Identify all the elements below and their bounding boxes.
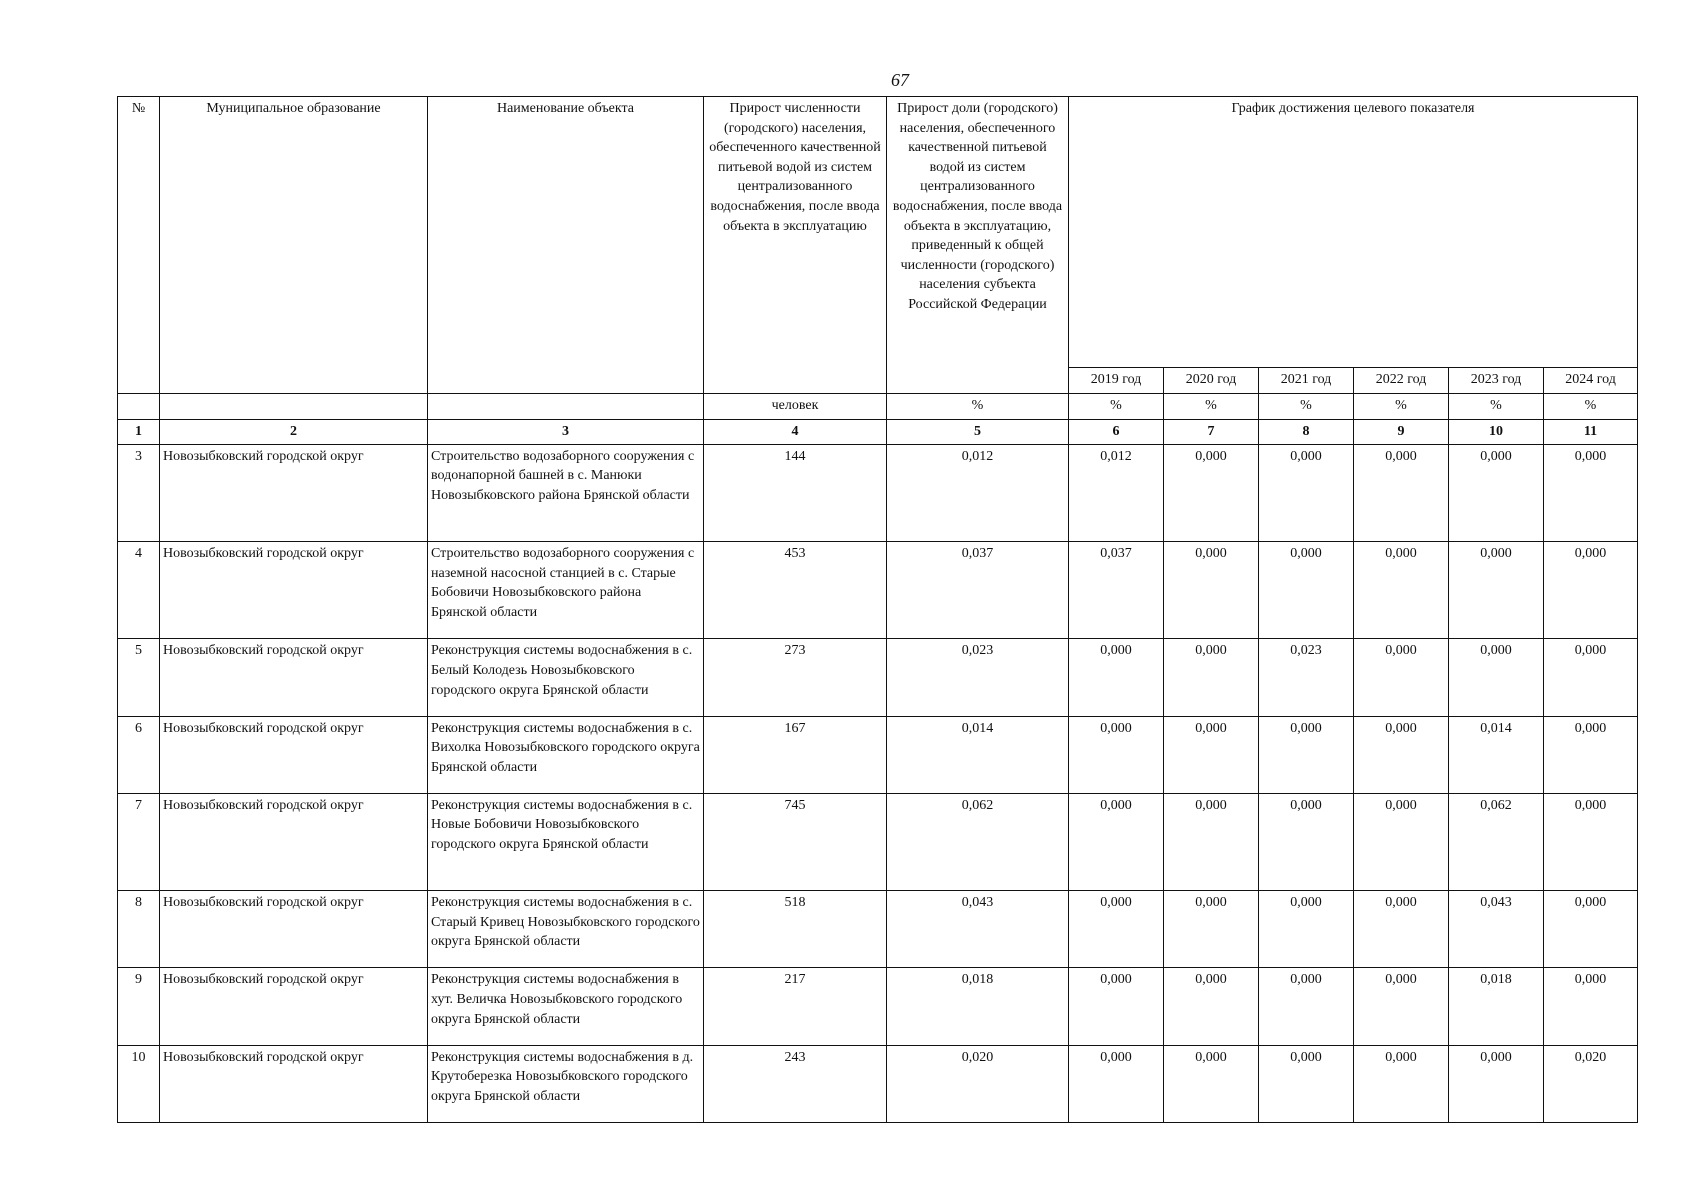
row-object: Реконструкция системы водоснабжения в д. Крутоберезка Новозыбковского городского округа Брянской области: [428, 1045, 704, 1122]
row-people: 453: [704, 542, 887, 639]
row-municipality: Новозыбковский городской округ: [160, 968, 428, 1045]
row-year-value: 0,000: [1354, 968, 1449, 1045]
column-number: 10: [1449, 420, 1544, 445]
column-number: 6: [1069, 420, 1164, 445]
row-year-value: 0,000: [1544, 444, 1638, 541]
unit-percent: %: [1544, 393, 1638, 419]
indicator-table: [117, 96, 1638, 1123]
row-share: 0,020: [887, 1045, 1069, 1122]
row-people: 167: [704, 716, 887, 793]
row-year-value: 0,000: [1164, 968, 1259, 1045]
table-row: [118, 793, 1638, 890]
header-year: 2019 год: [1069, 367, 1164, 393]
row-year-value: 0,000: [1069, 639, 1164, 716]
row-people: 144: [704, 444, 887, 541]
row-year-value: 0,037: [1069, 542, 1164, 639]
row-year-value: 0,000: [1164, 793, 1259, 890]
row-year-value: 0,062: [1449, 793, 1544, 890]
row-object: Реконструкция системы водоснабжения в с. Белый Колодезь Новозыбковского городского округа Брянской области: [428, 639, 704, 716]
row-year-value: 0,020: [1544, 1045, 1638, 1122]
row-people: 518: [704, 891, 887, 968]
column-number: 9: [1354, 420, 1449, 445]
row-people: 273: [704, 639, 887, 716]
row-year-value: 0,000: [1354, 793, 1449, 890]
header-year: 2020 год: [1164, 367, 1259, 393]
unit-percent: %: [1164, 393, 1259, 419]
row-municipality: Новозыбковский городской округ: [160, 793, 428, 890]
row-number: 9: [118, 968, 160, 1045]
unit-percent: %: [1354, 393, 1449, 419]
row-year-value: 0,000: [1354, 542, 1449, 639]
row-year-value: 0,000: [1354, 716, 1449, 793]
row-municipality: Новозыбковский городской округ: [160, 639, 428, 716]
table-row: [118, 639, 1638, 716]
row-number: 10: [118, 1045, 160, 1122]
table-row: [118, 444, 1638, 541]
column-number: 1: [118, 420, 160, 445]
unit-percent: %: [1069, 393, 1164, 419]
row-year-value: 0,000: [1544, 716, 1638, 793]
row-people: 745: [704, 793, 887, 890]
header-schedule: График достижения целевого показателя: [1069, 97, 1638, 368]
row-year-value: 0,000: [1544, 639, 1638, 716]
row-share: 0,014: [887, 716, 1069, 793]
row-object: Строительство водозаборного сооружения с водонапорной башней в с. Манюки Новозыбковского района Брянской области: [428, 444, 704, 541]
row-year-value: 0,000: [1259, 542, 1354, 639]
column-number: 3: [428, 420, 704, 445]
row-year-value: 0,000: [1164, 1045, 1259, 1122]
row-year-value: 0,000: [1449, 542, 1544, 639]
row-share: 0,043: [887, 891, 1069, 968]
row-year-value: 0,023: [1259, 639, 1354, 716]
row-year-value: 0,000: [1354, 1045, 1449, 1122]
header-growth-people: Прирост численности (городского) населения, обеспеченного качественной питьевой водой из систем централизованного водоснабжения, после ввода объекта в эксплуатацию: [704, 97, 887, 394]
row-object: Реконструкция системы водоснабжения в с. Вихолка Новозыбковского городского округа Брянской области: [428, 716, 704, 793]
row-number: 7: [118, 793, 160, 890]
column-number: 5: [887, 420, 1069, 445]
row-year-value: 0,000: [1259, 444, 1354, 541]
column-number: 4: [704, 420, 887, 445]
row-year-value: 0,000: [1259, 891, 1354, 968]
column-number: 7: [1164, 420, 1259, 445]
header-year: 2021 год: [1259, 367, 1354, 393]
row-year-value: 0,000: [1164, 639, 1259, 716]
row-year-value: 0,000: [1164, 542, 1259, 639]
row-year-value: 0,000: [1544, 542, 1638, 639]
row-year-value: 0,000: [1259, 1045, 1354, 1122]
row-year-value: 0,000: [1259, 716, 1354, 793]
row-share: 0,023: [887, 639, 1069, 716]
row-year-value: 0,000: [1354, 639, 1449, 716]
row-municipality: Новозыбковский городской округ: [160, 542, 428, 639]
header-object: Наименование объекта: [428, 97, 704, 394]
row-municipality: Новозыбковский городской округ: [160, 1045, 428, 1122]
header-growth-share: Прирост доли (городского) населения, обеспеченного качественной питьевой водой из систем централизованного водоснабжения, после ввода объекта в эксплуатацию, приведенный к общей численности (городского) населения субъекта Российской Федерации: [887, 97, 1069, 394]
column-number: 8: [1259, 420, 1354, 445]
row-year-value: 0,018: [1449, 968, 1544, 1045]
row-year-value: 0,000: [1069, 716, 1164, 793]
row-year-value: 0,000: [1354, 891, 1449, 968]
unit-percent: %: [1449, 393, 1544, 419]
row-year-value: 0,000: [1069, 1045, 1164, 1122]
row-year-value: 0,000: [1449, 1045, 1544, 1122]
row-share: 0,018: [887, 968, 1069, 1045]
row-municipality: Новозыбковский городской округ: [160, 716, 428, 793]
row-year-value: 0,000: [1164, 444, 1259, 541]
row-year-value: 0,000: [1259, 793, 1354, 890]
row-number: 5: [118, 639, 160, 716]
row-municipality: Новозыбковский городской округ: [160, 444, 428, 541]
row-year-value: 0,000: [1164, 891, 1259, 968]
header-no: №: [118, 97, 160, 394]
row-number: 3: [118, 444, 160, 541]
row-object: Реконструкция системы водоснабжения в хут. Величка Новозыбковского городского округа Брянской области: [428, 968, 704, 1045]
row-object: Реконструкция системы водоснабжения в с. Старый Кривец Новозыбковского городского округа Брянской области: [428, 891, 704, 968]
row-share: 0,012: [887, 444, 1069, 541]
column-number: 2: [160, 420, 428, 445]
header-year: 2023 год: [1449, 367, 1544, 393]
row-year-value: 0,000: [1449, 444, 1544, 541]
table-row: [118, 716, 1638, 793]
row-year-value: 0,000: [1069, 891, 1164, 968]
row-year-value: 0,000: [1164, 716, 1259, 793]
row-share: 0,062: [887, 793, 1069, 890]
row-year-value: 0,000: [1544, 968, 1638, 1045]
row-people: 217: [704, 968, 887, 1045]
row-people: 243: [704, 1045, 887, 1122]
page-number: 67: [891, 70, 909, 90]
row-municipality: Новозыбковский городской округ: [160, 891, 428, 968]
row-year-value: 0,012: [1069, 444, 1164, 541]
unit-people: человек: [704, 393, 887, 419]
row-year-value: 0,000: [1069, 968, 1164, 1045]
header-year: 2024 год: [1544, 367, 1638, 393]
row-number: 4: [118, 542, 160, 639]
row-year-value: 0,014: [1449, 716, 1544, 793]
unit-percent: %: [887, 393, 1069, 419]
row-object: Строительство водозаборного сооружения с наземной насосной станцией в с. Старые Бобовичи Новозыбковского района Брянской области: [428, 542, 704, 639]
table-row: [118, 542, 1638, 639]
row-object: Реконструкция системы водоснабжения в с. Новые Бобовичи Новозыбковского городского округа Брянской области: [428, 793, 704, 890]
row-year-value: 0,000: [1544, 793, 1638, 890]
table-row: [118, 1045, 1638, 1122]
row-share: 0,037: [887, 542, 1069, 639]
table-row: [118, 968, 1638, 1045]
row-number: 8: [118, 891, 160, 968]
unit-percent: %: [1259, 393, 1354, 419]
header-municipality: Муниципальное образование: [160, 97, 428, 394]
row-year-value: 0,000: [1449, 639, 1544, 716]
row-number: 6: [118, 716, 160, 793]
row-year-value: 0,000: [1259, 968, 1354, 1045]
column-number: 11: [1544, 420, 1638, 445]
header-year: 2022 год: [1354, 367, 1449, 393]
table-row: [118, 891, 1638, 968]
row-year-value: 0,000: [1069, 793, 1164, 890]
row-year-value: 0,000: [1544, 891, 1638, 968]
row-year-value: 0,000: [1354, 444, 1449, 541]
row-year-value: 0,043: [1449, 891, 1544, 968]
